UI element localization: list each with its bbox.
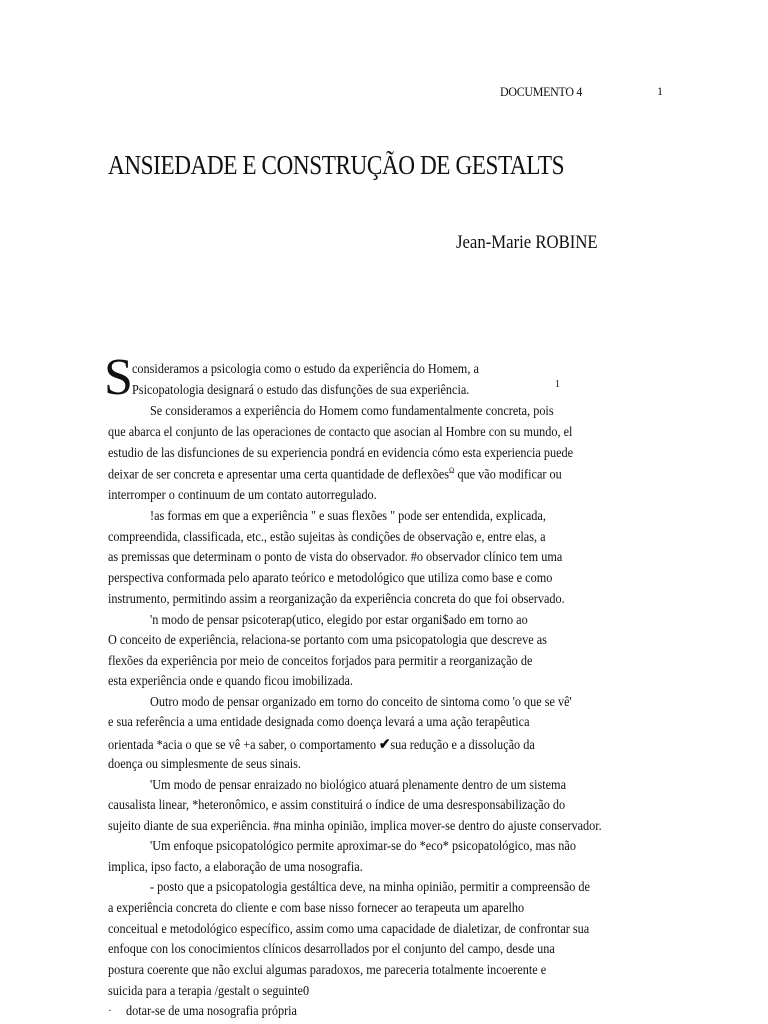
- text-segment: sua redução e a dissolução da: [390, 737, 535, 752]
- text-line: 'Um modo de pensar enraizado no biológico atuará plenamente dentro de um sistema: [150, 777, 567, 792]
- text-line: postura coerente que não exclui algumas paradoxos, me pareceria totalmente incoerente e: [108, 962, 547, 977]
- text-line: compreendida, classificada, etc., estão sujeitas às condições de observação e, entre elas, a: [108, 529, 546, 544]
- text-line: causalista linear, *heteronômico, e assim constituirá o índice de uma desresponsabilização do: [108, 797, 566, 812]
- text-line: Outro modo de pensar organizado em torno do conceito de sintoma como 'o que se vê': [150, 694, 572, 709]
- list-item: dotar-se de uma nosografia própria: [126, 1003, 297, 1018]
- page-number: 1: [657, 84, 663, 98]
- text-line: suicida para a terapia /gestalt o seguinte0: [108, 983, 310, 998]
- text-line: - posto que a psicopatologia gestáltica deve, na minha opinião, permitir a compreensão de: [150, 879, 590, 894]
- text-line: [108, 466, 562, 483]
- drop-cap: S: [104, 349, 133, 406]
- text-line: doença ou simplesmente de seus sinais.: [108, 756, 301, 771]
- text-segment: que vão modificar ou: [457, 466, 562, 482]
- text-line: O conceito de experiência, relaciona-se portanto com uma psicopatologia que descreve as: [108, 632, 547, 647]
- text-line: instrumento, permitindo assim a reorganização da experiência concreta do que foi observado.: [108, 591, 565, 606]
- checkmark-icon: ✔: [379, 737, 391, 753]
- text-line: esta experiência onde e quando ficou imobilizada.: [108, 673, 353, 688]
- text-line: Se consideramos a experiência do Homem como fundamentalmente concreta, pois: [150, 403, 554, 418]
- text-line: implica, ipso facto, a elaboração de uma nosografia.: [108, 859, 363, 874]
- text-line: a experiência concreta do cliente e com base nisso fornecer ao terapeuta um aparelho: [108, 900, 525, 915]
- superscript-mark: Ω: [449, 466, 455, 475]
- text-line: Psicopatologia designará o estudo das disfunções de sua experiência.: [132, 382, 470, 397]
- text-line: perspectiva conformada pelo aparato teórico e metodológico que utiliza como base e como: [108, 570, 553, 585]
- text-line: estudio de las disfunciones de su experiencia pondrá en evidencia cómo esta experiencia puede: [108, 445, 574, 460]
- text-line: interromper o continuum de um contato autorregulado.: [108, 487, 377, 502]
- text-line: !as formas em que a experiência " e suas flexões " pode ser entendida, explicada,: [150, 508, 546, 523]
- author-name: Jean-Marie ROBINE: [456, 232, 598, 253]
- document-title: ANSIEDADE E CONSTRUÇÃO DE GESTALTS: [108, 150, 565, 180]
- text-line: conceitual e metodológico específico, assim como uma capacidade de dialetizar, de confrontar sua: [108, 921, 590, 936]
- footnote-marker: 1: [555, 379, 560, 390]
- text-line: e sua referência a uma entidade designada como doença levará a uma ação terapêutica: [108, 714, 530, 729]
- text-segment: orientada *acia o que se vê +a saber, o comportamento: [108, 737, 376, 752]
- text-segment: deixar de ser concreta e apresentar uma certa quantidade de deflexões: [108, 466, 450, 482]
- text-line: enfoque con los conocimientos clínicos desarrollados por el conjunto del campo, desde una: [108, 941, 555, 956]
- text-line: consideramos a psicologia como o estudo da experiência do Homem, a: [132, 361, 479, 376]
- text-line: que abarca el conjunto de las operaciones de contacto que asocian al Hombre con su mundo, el: [108, 424, 573, 439]
- text-line: 'Um enfoque psicopatológico permite aproximar-se do *eco* psicopatológico, mas não: [150, 838, 576, 853]
- bullet-icon: ·: [108, 1005, 112, 1017]
- text-line: sujeito diante de sua experiência. #na minha opinião, implica mover-se dentro do ajuste conservador.: [108, 818, 602, 833]
- text-line: flexões da experiência por meio de conceitos forjados para permitir a reorganização de: [108, 653, 533, 668]
- document-label: DOCUMENTO 4: [500, 84, 583, 99]
- text-line: as premissas que determinam o ponto de vista do observador. #o observador clínico tem uma: [108, 549, 563, 564]
- text-line: 'n modo de pensar psicoterap(utico, elegido por estar organi$ado em torno ao: [150, 612, 528, 627]
- text-line: [108, 735, 535, 754]
